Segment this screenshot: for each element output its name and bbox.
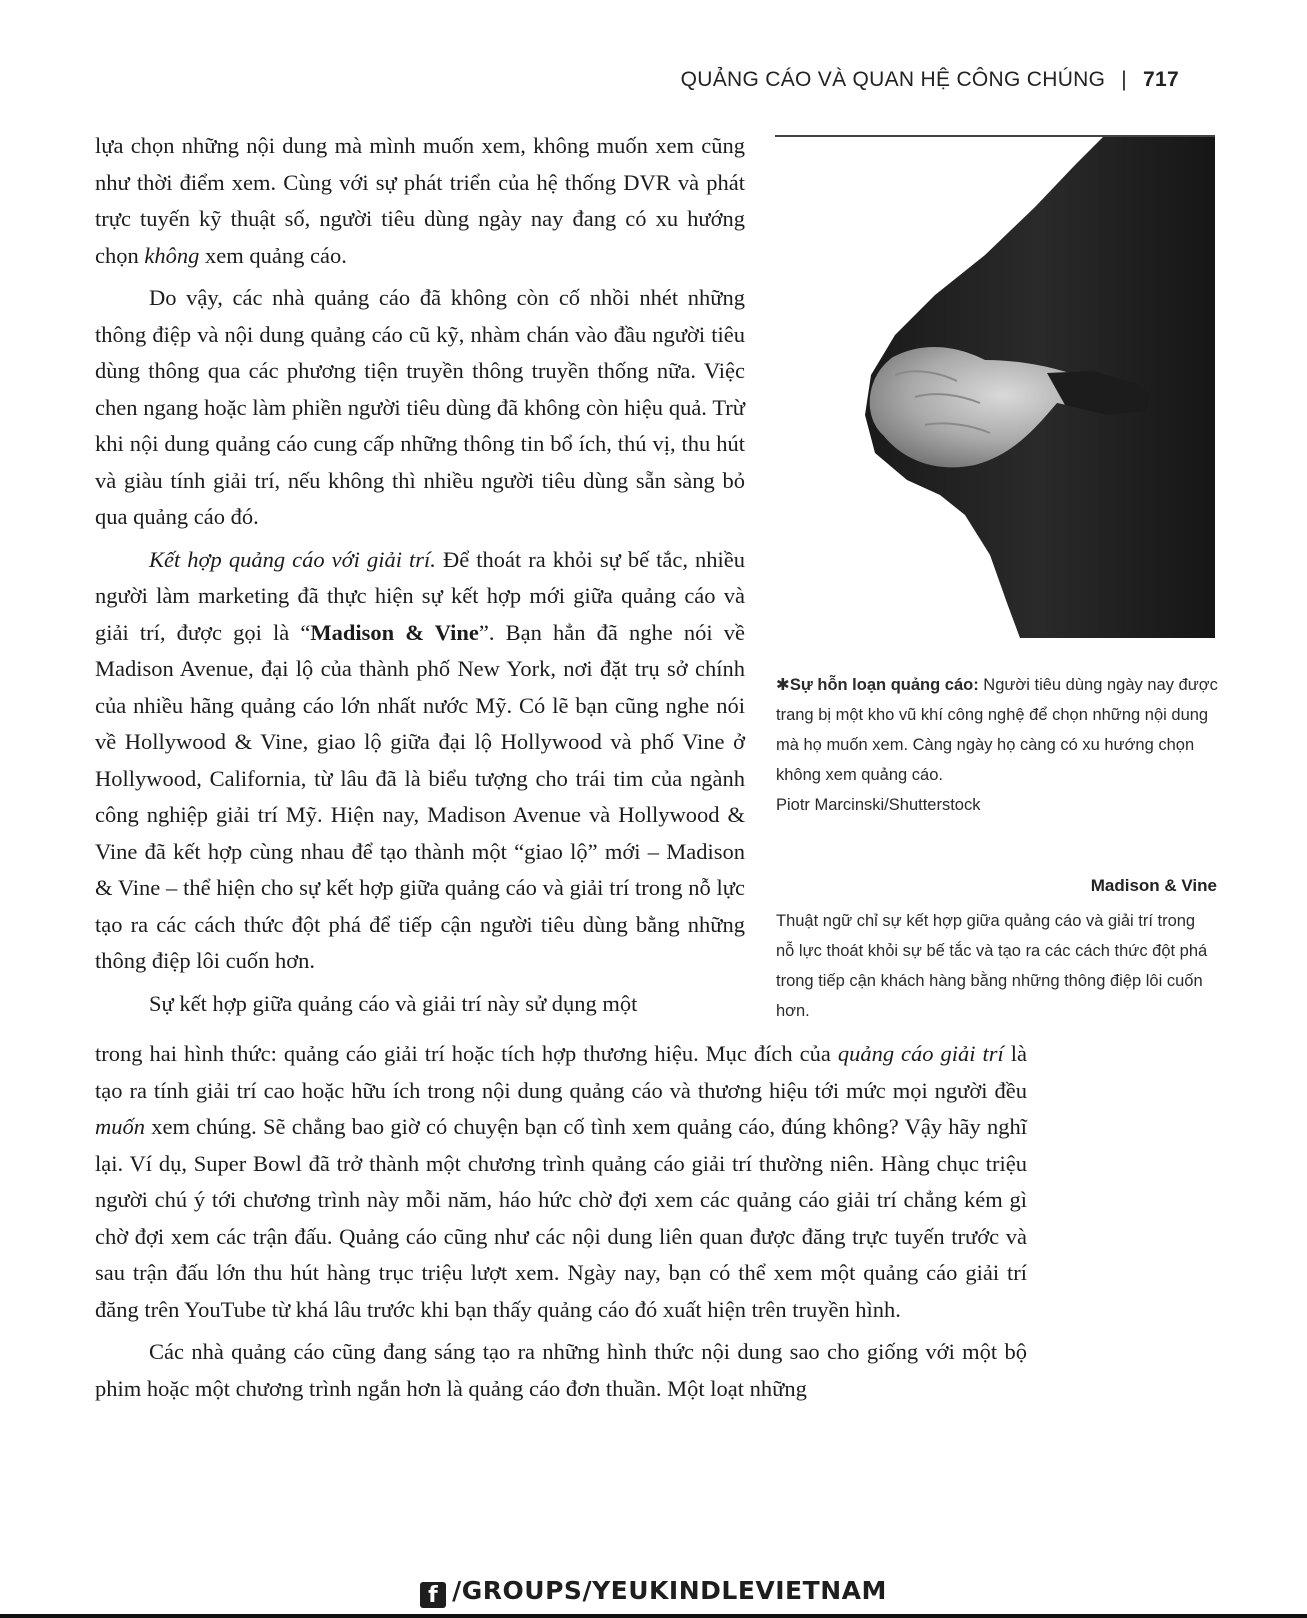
footer-watermark	[0, 1576, 1307, 1608]
photo-caption	[776, 670, 1218, 820]
running-header	[681, 68, 1179, 92]
paragraph-5: Các nhà quảng cáo cũng đang sáng tạo ra những hình thức nội dung sao cho giống với một bộ phim hoặc một chương trình ngắn hơn là quảng cáo đơn thuần. Một loạt những	[95, 1339, 1027, 1401]
section-title: QUẢNG CÁO VÀ QUAN HỆ CÔNG CHÚNG	[680, 68, 1106, 91]
page-number: 717	[1143, 68, 1179, 91]
paragraph-3-text-a: Để thoát ra khỏi sự bế tắc, nhiều người làm marketing đã thực hiện sự kết hợp mới giữa quảng cáo và giải trí, được gọi là “	[95, 546, 746, 645]
facebook-icon: f	[420, 1582, 446, 1608]
paragraph-2: Do vậy, các nhà quảng cáo đã không còn cố nhồi nhét những thông điệp và nội dung quảng cáo cũ kỹ, nhàm chán vào đầu người tiêu dùng thông qua các phương tiện truyền thông truyền thống nữa. Việc chen ngang hoặc làm phiền người tiêu dùng đã không còn hiệu quả. Trừ khi nội dung quảng cáo cung cấp những thông tin bổ ích, thú vị, thu hút và giàu tính giải trí, nếu không thì nhiều người tiêu dùng sẵn sàng bỏ qua quảng cáo đó.	[95, 285, 745, 529]
footer-text: /GROUPS/YEUKINDLEVIETNAM	[452, 1576, 887, 1605]
paragraph-3-text-b: ”. Bạn hẳn đã nghe nói về Madison Avenue, đại lộ của thành phố New York, nơi đặt trụ sở chính của nhiều hãng quảng cáo lớn nhất nước Mỹ. Có lẽ bạn cũng nghe nói về Hollywood & Vine, giao lộ giữa đại lộ Hollywood và phố Vine ở Hollywood, California, từ lâu đã là biểu tượng cho trái tim của ngành công nghiệp giải trí Mỹ. Hiện nay, Madison Avenue và Hollywood & Vine đã kết hợp cùng nhau để tạo thành một “giao lộ” mới – Madison & Vine – thể hiện cho sự kết hợp giữa quảng cáo và giải trí trong nỗ lực tạo ra các cách thức đột phá để tiếp cận người tiêu dùng bằng những thông điệp lôi cuốn hơn.	[95, 619, 745, 973]
paragraph-4-emphasis-1: quảng cáo giải trí	[837, 1041, 1004, 1066]
header-separator: |	[1121, 68, 1128, 91]
caption-lead: Sự hỗn loạn quảng cáo:	[789, 676, 979, 694]
paragraph-1	[95, 128, 745, 274]
paragraph-4-start: Sự kết hợp giữa quảng cáo và giải trí này sử dụng một	[149, 990, 638, 1016]
bottom-border	[0, 1614, 1307, 1618]
paragraph-3	[95, 542, 745, 980]
glossary-definition: Thuật ngữ chỉ sự kết hợp giữa quảng cáo và giải trí trong nỗ lực thoát khỏi sự bế tắc và tạo ra các cách thức đột phá trong tiếp cận khách hàng bằng những thông điệp lôi cuốn hơn.	[776, 912, 1208, 1020]
paragraph-1-emphasis: không	[144, 242, 200, 268]
caption-text: Người tiêu dùng ngày nay được trang bị một kho vũ khí công nghệ để chọn những nội dung mà họ muốn xem. Càng ngày họ càng có xu hướng chọn không xem quảng cáo.	[776, 676, 1218, 784]
caption-bullet: ✱	[776, 676, 790, 694]
paragraph-1-end: xem quảng cáo.	[199, 242, 347, 268]
photo-illustration	[775, 135, 1215, 638]
main-text-wide-column	[95, 1036, 1027, 1407]
photo-top-rule	[775, 135, 1215, 137]
paragraph-4-text-b: là tạo ra tính giải trí cao hoặc hữu ích trong nội dung quảng cáo và thương hiệu tới mức mọi người đều	[95, 1041, 1027, 1103]
paragraph-4-text-c: xem chúng. Sẽ chẳng bao giờ có chuyện bạn cố tình xem quảng cáo, đúng không? Vậy hãy nghĩ lại. Ví dụ, Super Bowl đã trở thành một chương trình quảng cáo giải trí thường niên. Hàng chục triệu người chú ý tới chương trình này mỗi năm, háo hức chờ đợi xem các quảng cáo giải trí chẳng kém gì chờ đợi xem các trận đấu. Quảng cáo cũng như các nội dung liên quan được đăng trực tuyến trước và sau trận đấu lớn thu hút hàng trục triệu lượt xem. Ngày nay, bạn có thể xem một quảng cáo giải trí đăng trên YouTube từ khá lâu trước khi bạn thấy quảng cáo đó xuất hiện trên truyền hình.	[95, 1114, 1027, 1322]
paragraph-3-key-term: Madison & Vine	[310, 619, 479, 645]
paragraph-4-emphasis-2: muốn	[95, 1114, 145, 1139]
glossary-term: Madison & Vine	[1090, 876, 1217, 895]
person-holding-remote-photo	[775, 135, 1215, 638]
photo-credit: Piotr Marcinski/Shutterstock	[776, 796, 981, 814]
paragraph-3-heading: Kết hợp quảng cáo với giải trí.	[149, 546, 436, 572]
paragraph-1-text: lựa chọn những nội dung mà mình muốn xem, không muốn xem cũng như thời điểm xem. Cùng với sự phát triển của hệ thống DVR và phát trực tuyến kỹ thuật số, người tiêu dùng ngày nay đang có xu hướng chọn	[95, 133, 745, 268]
main-text-narrow-column	[95, 128, 745, 1022]
paragraph-4-continued	[95, 1036, 1027, 1328]
paragraph-4-text-a: trong hai hình thức: quảng cáo giải trí hoặc tích hợp thương hiệu. Mục đích của	[95, 1041, 838, 1066]
